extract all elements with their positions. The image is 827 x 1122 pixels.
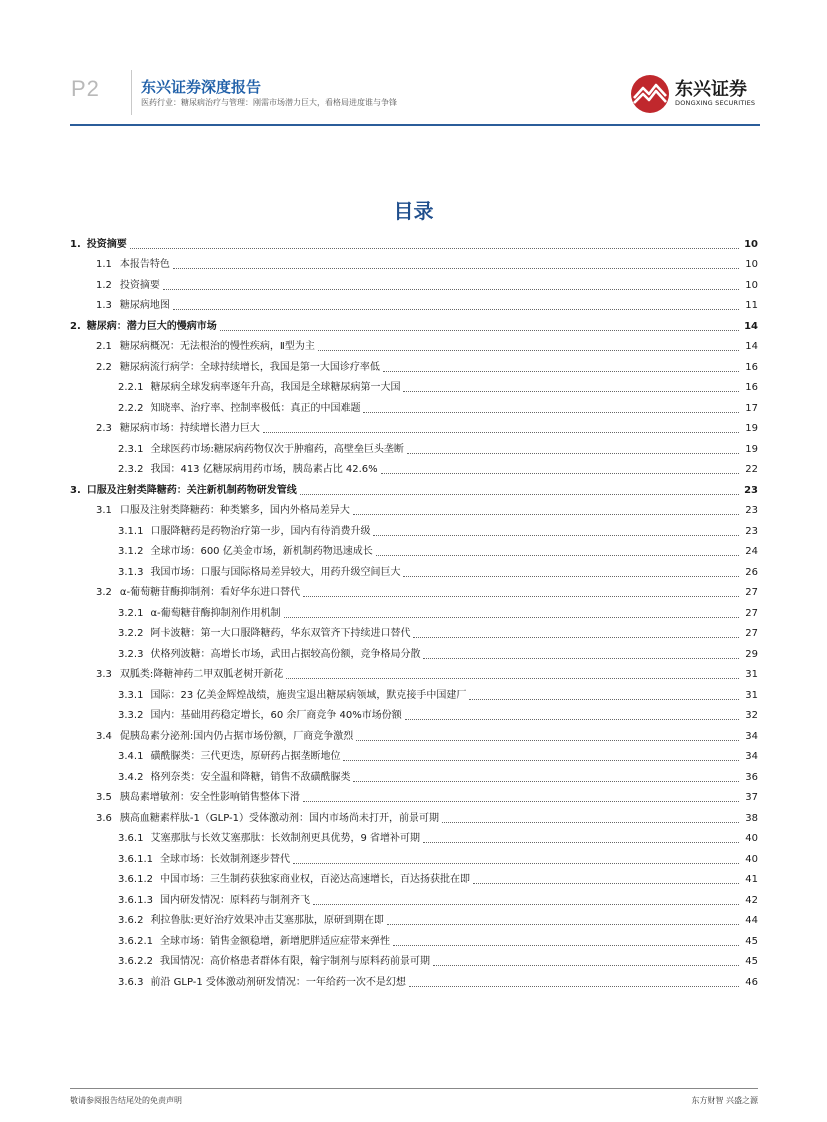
toc-entry-number: 3.6.1.1: [118, 853, 153, 865]
toc-entry-title: α-葡萄糖苷酶抑制剂：看好华东进口替代: [119, 587, 301, 598]
toc-page-number: 34: [745, 730, 758, 742]
toc-page-number: 14: [744, 320, 758, 332]
toc-entry[interactable]: [70, 641, 758, 662]
toc-leader-dots: [413, 636, 739, 638]
toc-page-number: 46: [745, 976, 758, 988]
toc-page-number: 22: [745, 464, 758, 475]
toc-entry[interactable]: [70, 457, 758, 478]
toc-entry-title: 口服及注射类降糖药：种类繁多，国内外格局差异大: [119, 505, 350, 516]
toc-entry-number: 3.3.1: [118, 689, 144, 701]
toc-leader-dots: [353, 513, 739, 515]
toc-entry[interactable]: [70, 600, 758, 621]
toc-leader-dots: [263, 431, 739, 433]
toc-entry-title: 投资摘要: [86, 238, 127, 250]
toc-entry-title: 国内研发情况：原料药与制剂齐飞: [160, 894, 310, 906]
report-brand-title: 东兴证券深度报告: [141, 78, 262, 96]
toc-entry-number: 3.1: [96, 505, 112, 516]
toc-entry-number: 1.2: [96, 279, 112, 291]
toc-entry[interactable]: [70, 928, 758, 949]
toc-leader-dots: [293, 862, 739, 864]
toc-entry-title: 双胍类:降糖神药二甲双胍老树开新花: [119, 669, 284, 680]
toc-page-number: 23: [744, 484, 758, 496]
toc-entry-title: 糖尿病概况：无法根治的慢性疾病，Ⅱ型为主: [119, 341, 315, 352]
toc-entry-title: 利拉鲁肽:更好治疗效果冲击艾塞那肽，原研到期在即: [150, 915, 384, 926]
toc-page-number: 27: [745, 587, 758, 598]
toc-leader-dots: [300, 493, 739, 495]
page-footer: [70, 1088, 758, 1111]
toc-entry-title: 前沿 GLP-1 受体激动剂研发情况：一年给药一次不是幻想: [150, 976, 406, 988]
toc-page-number: 32: [745, 710, 758, 721]
toc-entry[interactable]: [70, 682, 758, 703]
toc-entry-number: 3.6.2: [118, 915, 144, 926]
toc-entry[interactable]: [70, 334, 758, 355]
toc-page-number: 10: [744, 238, 758, 250]
toc-entry-number: 3.3.2: [118, 710, 144, 721]
toc-page-number: 10: [745, 259, 758, 270]
toc-leader-dots: [303, 595, 739, 597]
toc-page-number: 44: [745, 915, 758, 926]
toc-entry-number: 3.6.2.2: [118, 956, 153, 967]
toc-entry-title: 促胰岛素分泌剂:国内仍占据市场份额，厂商竞争激烈: [119, 730, 354, 742]
toc-leader-dots: [343, 759, 739, 761]
toc-leader-dots: [356, 739, 739, 741]
toc-leader-dots: [363, 411, 739, 413]
toc-leader-dots: [423, 657, 739, 659]
toc-entry[interactable]: [70, 354, 758, 375]
toc-entry-number: 2.2: [96, 361, 112, 373]
toc-leader-dots: [163, 288, 739, 290]
toc-leader-dots: [318, 349, 739, 351]
toc-entry-title: α-葡萄糖苷酶抑制剂作用机制: [150, 607, 281, 619]
toc-leader-dots: [473, 882, 739, 884]
toc-entry[interactable]: [70, 723, 758, 744]
toc-page-number: 40: [745, 853, 758, 865]
toc-page-number: 24: [745, 546, 758, 557]
toc-page-number: 27: [745, 628, 758, 639]
toc-leader-dots: [286, 677, 739, 679]
toc-leader-dots: [405, 718, 739, 720]
toc-entry-title: 磺酰脲类：三代更迭，原研药占据垄断地位: [150, 751, 341, 762]
toc-leader-dots: [407, 452, 739, 454]
logo-chinese-name: 东兴证券: [675, 79, 747, 100]
toc-leader-dots: [433, 964, 739, 966]
toc-entry-number: 1.1: [96, 259, 112, 270]
toc-entry[interactable]: [70, 436, 758, 457]
disclaimer-note: 敬请参阅报告结尾处的免责声明: [70, 1096, 182, 1105]
toc-page-number: 26: [745, 566, 758, 578]
toc-entry-number: 3.2: [96, 587, 112, 598]
toc-entry[interactable]: [70, 416, 758, 437]
toc-leader-dots: [423, 841, 739, 843]
toc-page-number: 27: [745, 607, 758, 619]
toc-entry-number: 3.6.2.1: [118, 935, 153, 947]
toc-page-number: 16: [745, 382, 758, 393]
toc-entry-title: 全球医药市场:糖尿病药物仅次于肿瘤药，高壁垒巨头垄断: [150, 443, 404, 455]
toc-entry-title: 全球市场：600 亿美金市场，新机制药物迅速成长: [150, 546, 373, 557]
logo-english-name: DONGXING SECURITIES: [675, 99, 756, 107]
toc-page-number: 41: [745, 874, 758, 885]
toc-leader-dots: [313, 903, 739, 905]
toc-leader-dots: [173, 267, 739, 269]
toc-leader-dots: [373, 534, 739, 536]
toc-entry-title: 伏格列波糖：高增长市场，武田占据较高份额，竞争格局分散: [150, 648, 421, 660]
toc-entry-number: 3.4.1: [118, 751, 144, 762]
toc-entry[interactable]: [70, 539, 758, 560]
toc-entry-title: 口服及注射类降糖药：关注新机制药物研发管线: [86, 484, 297, 496]
toc-leader-dots: [469, 698, 739, 700]
toc-entry-title: 知晓率、治疗率、控制率极低：真正的中国难题: [150, 402, 361, 414]
toc-page-number: 17: [745, 402, 758, 414]
toc-page-number: 45: [745, 956, 758, 967]
toc-entry[interactable]: [70, 395, 758, 416]
toc-entry[interactable]: [70, 846, 758, 867]
toc-entry-number: 2.3.2: [118, 464, 144, 475]
toc-page-number: 36: [745, 771, 758, 783]
toc-entry-number: 3.1.1: [118, 525, 144, 537]
toc-leader-dots: [173, 308, 739, 310]
toc-entry[interactable]: [70, 477, 758, 498]
toc-page-number: 10: [745, 279, 758, 291]
toc-leader-dots: [442, 821, 739, 823]
toc-leader-dots: [130, 247, 739, 249]
toc-leader-dots: [303, 800, 739, 802]
toc-page-number: 42: [745, 894, 758, 906]
logo-emblem-icon: [629, 74, 671, 114]
toc-entry[interactable]: [70, 908, 758, 929]
toc-entry-title: 胰高血糖素样肽-1（GLP-1）受体激动剂：国内市场尚未打开，前景可期: [119, 812, 439, 824]
toc-entry-number: 3.5: [96, 792, 112, 803]
toc-entry-number: 3.3: [96, 669, 112, 680]
toc-page-number: 31: [745, 669, 758, 680]
toc-entry-number: 2.3.1: [118, 443, 144, 455]
toc-entry-number: 3.2.3: [118, 648, 144, 660]
toc-leader-dots: [409, 985, 739, 987]
toc-entry-number: 3.6.1.2: [118, 874, 153, 885]
report-subtitle: 医药行业：糖尿病治疗与管理：刚需市场潜力巨大，看格局进度谁与争锋: [141, 98, 397, 107]
toc-entry-title: 糖尿病流行病学：全球持续增长，我国是第一大国诊疗率低: [119, 361, 380, 373]
toc-entry-number: 2.3: [96, 423, 112, 434]
toc-page-number: 19: [745, 423, 758, 434]
toc-entry-number: 2.1: [96, 341, 112, 352]
toc-entry-title: 我国：413 亿糖尿病用药市场，胰岛素占比 42.6%: [150, 464, 378, 475]
toc-entry-number: 2.2.1: [118, 382, 144, 393]
toc-entry-number: 3.6.1: [118, 833, 144, 844]
toc-entry-number: 2.: [70, 320, 81, 332]
toc-entry-title: 投资摘要: [119, 279, 160, 291]
toc-entry[interactable]: [70, 826, 758, 847]
toc-entry-title: 我国市场：口服与国际格局差异较大，用药升级空间巨大: [150, 566, 401, 578]
toc-entry-number: 3.6.1.3: [118, 894, 153, 906]
toc-entry[interactable]: [70, 805, 758, 826]
header-divider: [131, 70, 132, 115]
toc-entry-number: 3.: [70, 484, 81, 496]
company-slogan: 东方财智 兴盛之源: [691, 1096, 758, 1105]
toc-entry-number: 3.1.3: [118, 566, 144, 578]
toc-entry-title: 艾塞那肽与长效艾塞那肽：长效制剂更具优势，9 省增补可期: [150, 833, 420, 844]
toc-leader-dots: [220, 329, 739, 331]
toc-entry-number: 3.2.2: [118, 628, 144, 639]
toc-page-number: 11: [745, 300, 758, 311]
toc-page-number: 34: [745, 751, 758, 762]
toc-title: 目录: [393, 199, 434, 223]
toc-entry[interactable]: [70, 580, 758, 601]
toc-entry-number: 1.: [70, 238, 81, 250]
toc-page-number: 38: [745, 812, 758, 824]
toc-page-number: 37: [745, 792, 758, 803]
toc-leader-dots: [381, 472, 739, 474]
toc-page-number: 16: [745, 361, 758, 373]
toc-page-number: 23: [745, 505, 758, 516]
toc-entry[interactable]: [70, 231, 758, 252]
toc-entry-number: 3.1.2: [118, 546, 144, 557]
toc-entry[interactable]: [70, 744, 758, 765]
toc-leader-dots: [376, 554, 739, 556]
toc-entry-number: 3.6: [96, 812, 112, 824]
toc-entry[interactable]: [70, 293, 758, 314]
toc-entry-title: 中国市场：三生制药获独家商业权，百泌达高速增长，百达扬获批在即: [160, 874, 470, 885]
toc-entry-number: 3.6.3: [118, 976, 144, 988]
header-rule: [70, 124, 760, 126]
toc-entry[interactable]: [70, 703, 758, 724]
toc-entry[interactable]: [70, 887, 758, 908]
toc-entry[interactable]: [70, 949, 758, 970]
toc-leader-dots: [387, 923, 739, 925]
toc-leader-dots: [284, 616, 739, 618]
toc-entry[interactable]: [70, 764, 758, 785]
page-number: P2: [71, 76, 100, 101]
toc-leader-dots: [393, 944, 739, 946]
toc-entry-number: 1.3: [96, 300, 112, 311]
toc-page-number: 29: [745, 648, 758, 660]
toc-entry[interactable]: [70, 785, 758, 806]
toc-entry[interactable]: [70, 559, 758, 580]
toc-leader-dots: [403, 575, 739, 577]
toc-entry-number: 3.4.2: [118, 771, 144, 783]
toc-page-number: 23: [745, 525, 758, 537]
toc-entry[interactable]: [70, 252, 758, 273]
toc-entry-number: 3.4: [96, 730, 112, 742]
toc-entry[interactable]: [70, 375, 758, 396]
toc-entry[interactable]: [70, 867, 758, 888]
toc-leader-dots: [353, 780, 739, 782]
toc-entry[interactable]: [70, 272, 758, 293]
toc-entry-title: 格列奈类：安全温和降糖，销售不敌磺酰脲类: [150, 771, 351, 783]
toc-entry[interactable]: [70, 662, 758, 683]
toc-page-number: 31: [745, 689, 758, 701]
toc-entry-title: 国内：基础用药稳定增长，60 余厂商竞争 40%市场份额: [150, 710, 402, 721]
page-header: [0, 0, 827, 128]
toc-entry-title: 国际：23 亿美金辉煌战绩，施贵宝退出糖尿病领域，默克接手中国建厂: [150, 689, 467, 701]
toc-entry-title: 本报告特色: [119, 259, 170, 270]
toc-entry-title: 胰岛素增敏剂：安全性影响销售整体下滑: [119, 792, 300, 803]
toc-entry[interactable]: [70, 498, 758, 519]
toc-entry-number: 3.2.1: [118, 607, 144, 619]
toc-entry[interactable]: [70, 621, 758, 642]
toc-entry-title: 糖尿病市场：持续增长潜力巨大: [119, 423, 260, 434]
toc-entry-title: 阿卡波糖：第一大口服降糖药，华东双管齐下持续进口替代: [150, 628, 411, 639]
toc-entry-title: 我国情况：高价格患者群体有限，翰宇制剂与原料药前景可期: [160, 956, 430, 967]
toc-page-number: 45: [745, 935, 758, 947]
toc-entry[interactable]: [70, 518, 758, 539]
toc-leader-dots: [403, 390, 739, 392]
toc-entry-title: 全球市场：销售金额稳增，新增肥胖适应症带来弹性: [160, 935, 390, 947]
toc-leader-dots: [383, 370, 739, 372]
toc-entry-title: 口服降糖药是药物治疗第一步，国内有待消费升级: [150, 525, 371, 537]
toc-entry-title: 糖尿病全球发病率逐年升高，我国是全球糖尿病第一大国: [150, 382, 401, 393]
toc-page-number: 14: [745, 341, 758, 352]
toc-entry-title: 糖尿病地图: [119, 300, 170, 311]
toc-entry-title: 糖尿病：潜力巨大的慢病市场: [86, 320, 217, 332]
company-logo: [629, 74, 759, 114]
toc-entry-number: 2.2.2: [118, 402, 144, 414]
toc-page-number: 19: [745, 443, 758, 455]
toc-entry-title: 全球市场：长效制剂逐步替代: [160, 853, 290, 865]
toc-page-number: 40: [745, 833, 758, 844]
table-of-contents: [70, 231, 758, 990]
toc-entry[interactable]: [70, 313, 758, 334]
toc-entry[interactable]: [70, 969, 758, 990]
